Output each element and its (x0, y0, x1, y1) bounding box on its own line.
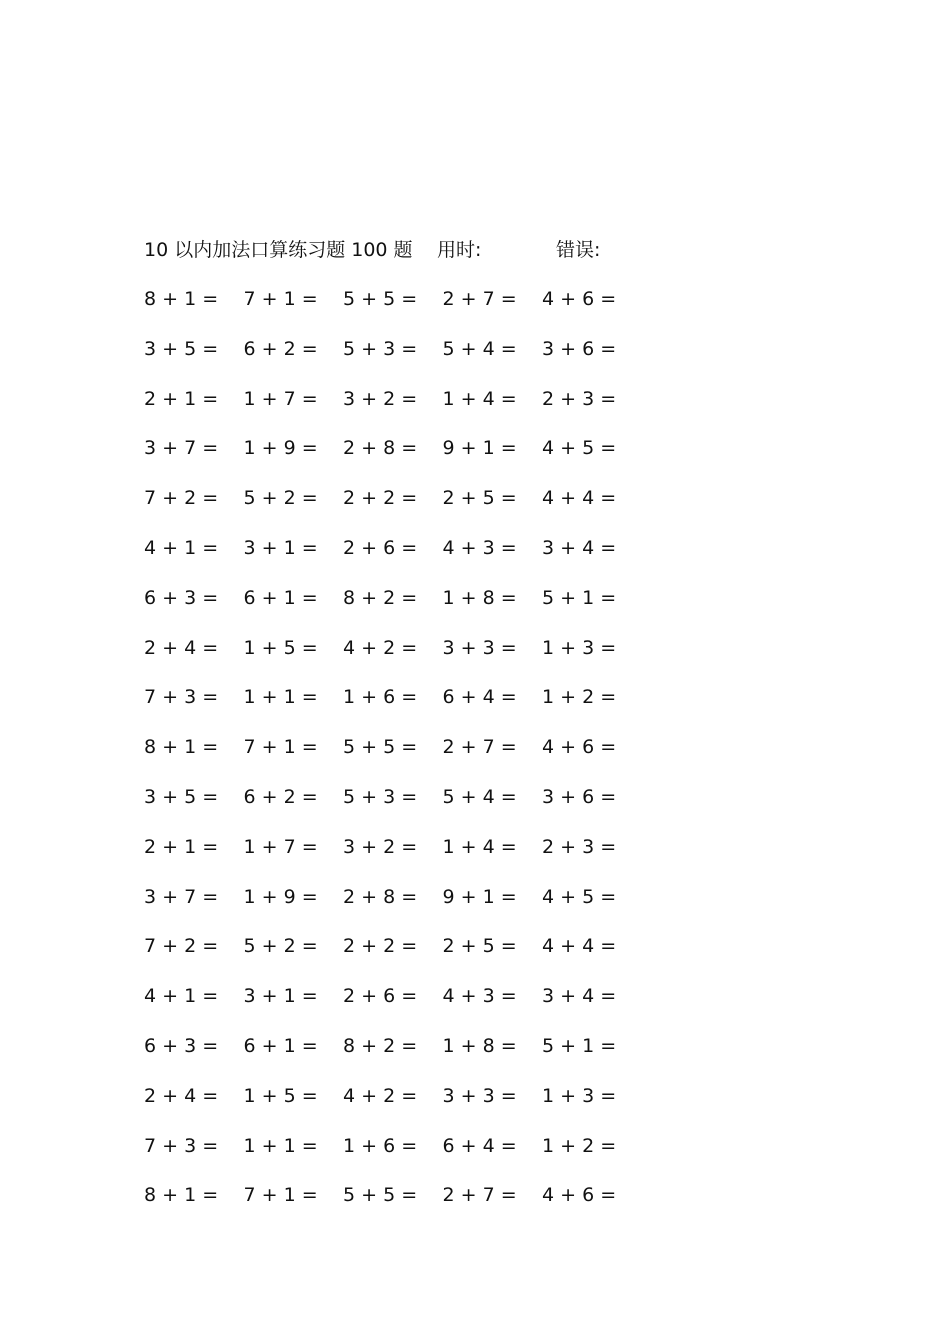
addition-problem: 5 + 4 = (442, 785, 517, 808)
problem-row (144, 1032, 644, 1082)
addition-problem: 2 + 3 = (542, 387, 617, 410)
problem-row (144, 1132, 644, 1182)
addition-problem: 5 + 3 = (343, 337, 418, 360)
addition-problem: 8 + 1 = (144, 736, 219, 759)
problem-row (144, 1082, 644, 1132)
addition-problem: 3 + 3 = (442, 636, 517, 659)
addition-problem: 1 + 9 = (243, 885, 318, 908)
addition-problem: 2 + 5 = (442, 935, 517, 958)
problem-row (144, 932, 644, 982)
addition-problem: 3 + 1 = (243, 536, 318, 559)
problem-row (144, 584, 644, 634)
addition-problem: 4 + 4 = (542, 935, 617, 958)
addition-problem: 4 + 2 = (343, 636, 418, 659)
addition-problem: 5 + 4 = (442, 337, 517, 360)
addition-problem: 5 + 2 = (243, 487, 318, 510)
problem-row (144, 1181, 644, 1231)
addition-problem: 8 + 2 = (343, 586, 418, 609)
addition-problem: 2 + 8 = (343, 885, 418, 908)
addition-problem: 1 + 4 = (442, 387, 517, 410)
addition-problem: 1 + 8 = (442, 1034, 517, 1057)
addition-problem: 2 + 6 = (343, 985, 418, 1008)
addition-problem: 5 + 1 = (542, 1034, 617, 1057)
addition-problem: 2 + 2 = (343, 487, 418, 510)
addition-problem: 2 + 7 = (442, 1184, 517, 1207)
addition-problem: 4 + 6 = (542, 736, 617, 759)
problem-row (144, 285, 644, 335)
addition-problem: 2 + 5 = (442, 487, 517, 510)
problem-row (144, 484, 644, 534)
addition-problem: 1 + 2 = (542, 686, 617, 709)
addition-problem: 4 + 1 = (144, 985, 219, 1008)
addition-problem: 2 + 1 = (144, 387, 219, 410)
addition-problem: 7 + 3 = (144, 1134, 219, 1157)
addition-problem: 1 + 1 = (243, 686, 318, 709)
addition-problem: 9 + 1 = (442, 885, 517, 908)
addition-problem: 1 + 4 = (442, 835, 517, 858)
addition-problem: 3 + 3 = (442, 1084, 517, 1107)
problem-row (144, 982, 644, 1032)
problem-row (144, 783, 644, 833)
addition-problem: 4 + 4 = (542, 487, 617, 510)
addition-problem: 2 + 6 = (343, 536, 418, 559)
addition-problem: 3 + 4 = (542, 985, 617, 1008)
problem-row (144, 733, 644, 783)
worksheet-header (144, 236, 644, 264)
addition-problem: 1 + 5 = (243, 1084, 318, 1107)
addition-problem: 1 + 7 = (243, 835, 318, 858)
addition-problem: 7 + 3 = (144, 686, 219, 709)
problem-row (144, 634, 644, 684)
addition-problem: 3 + 2 = (343, 387, 418, 410)
addition-problem: 2 + 3 = (542, 835, 617, 858)
addition-problem: 3 + 4 = (542, 536, 617, 559)
errors-label: 错误: (556, 239, 601, 261)
addition-problem: 6 + 3 = (144, 1034, 219, 1057)
addition-problem: 1 + 5 = (243, 636, 318, 659)
addition-problem: 3 + 6 = (542, 785, 617, 808)
addition-problem: 6 + 4 = (442, 1134, 517, 1157)
addition-problem: 4 + 6 = (542, 288, 617, 310)
addition-problem: 1 + 3 = (542, 636, 617, 659)
addition-problem: 1 + 9 = (243, 437, 318, 460)
worksheet-title: 10 以内加法口算练习题 100 题 (144, 239, 413, 261)
addition-problem: 5 + 2 = (243, 935, 318, 958)
problem-row (144, 434, 644, 484)
addition-problem: 2 + 8 = (343, 437, 418, 460)
addition-problem: 3 + 5 = (144, 785, 219, 808)
addition-problem: 1 + 8 = (442, 586, 517, 609)
addition-problem: 7 + 2 = (144, 935, 219, 958)
addition-problem: 4 + 3 = (442, 985, 517, 1008)
time-used-label: 用时: (437, 239, 482, 261)
addition-problem: 5 + 5 = (343, 736, 418, 759)
addition-problem: 3 + 6 = (542, 337, 617, 360)
addition-problem: 6 + 2 = (243, 785, 318, 808)
addition-problem: 7 + 2 = (144, 487, 219, 510)
problem-row (144, 335, 644, 385)
addition-problem: 4 + 5 = (542, 885, 617, 908)
addition-problem: 7 + 1 = (243, 1184, 318, 1207)
addition-problem: 2 + 4 = (144, 636, 219, 659)
addition-problem: 3 + 7 = (144, 437, 219, 460)
problem-grid (144, 285, 644, 1231)
problem-row (144, 883, 644, 933)
problem-row (144, 683, 644, 733)
addition-problem: 4 + 5 = (542, 437, 617, 460)
problem-row (144, 385, 644, 435)
addition-problem: 9 + 1 = (442, 437, 517, 460)
addition-problem: 1 + 2 = (542, 1134, 617, 1157)
addition-problem: 3 + 5 = (144, 337, 219, 360)
addition-problem: 4 + 3 = (442, 536, 517, 559)
addition-problem: 6 + 1 = (243, 1034, 318, 1057)
problem-row (144, 534, 644, 584)
addition-problem: 3 + 1 = (243, 985, 318, 1008)
addition-problem: 5 + 1 = (542, 586, 617, 609)
problem-row (144, 833, 644, 883)
addition-problem: 1 + 3 = (542, 1084, 617, 1107)
addition-problem: 5 + 3 = (343, 785, 418, 808)
addition-problem: 4 + 6 = (542, 1184, 617, 1207)
addition-problem: 8 + 1 = (144, 1184, 219, 1207)
addition-problem: 6 + 2 = (243, 337, 318, 360)
addition-problem: 5 + 5 = (343, 288, 418, 310)
addition-problem: 4 + 2 = (343, 1084, 418, 1107)
addition-problem: 4 + 1 = (144, 536, 219, 559)
addition-problem: 3 + 2 = (343, 835, 418, 858)
addition-problem: 7 + 1 = (243, 736, 318, 759)
addition-problem: 7 + 1 = (243, 288, 318, 310)
addition-problem: 2 + 7 = (442, 736, 517, 759)
addition-problem: 3 + 7 = (144, 885, 219, 908)
addition-problem: 8 + 2 = (343, 1034, 418, 1057)
addition-problem: 6 + 1 = (243, 586, 318, 609)
addition-problem: 5 + 5 = (343, 1184, 418, 1207)
addition-problem: 2 + 7 = (442, 288, 517, 310)
addition-problem: 1 + 7 = (243, 387, 318, 410)
addition-problem: 2 + 4 = (144, 1084, 219, 1107)
addition-problem: 2 + 1 = (144, 835, 219, 858)
addition-problem: 6 + 4 = (442, 686, 517, 709)
addition-problem: 1 + 6 = (343, 1134, 418, 1157)
addition-problem: 1 + 6 = (343, 686, 418, 709)
addition-problem: 2 + 2 = (343, 935, 418, 958)
addition-problem: 1 + 1 = (243, 1134, 318, 1157)
addition-problem: 6 + 3 = (144, 586, 219, 609)
addition-problem: 8 + 1 = (144, 288, 219, 310)
